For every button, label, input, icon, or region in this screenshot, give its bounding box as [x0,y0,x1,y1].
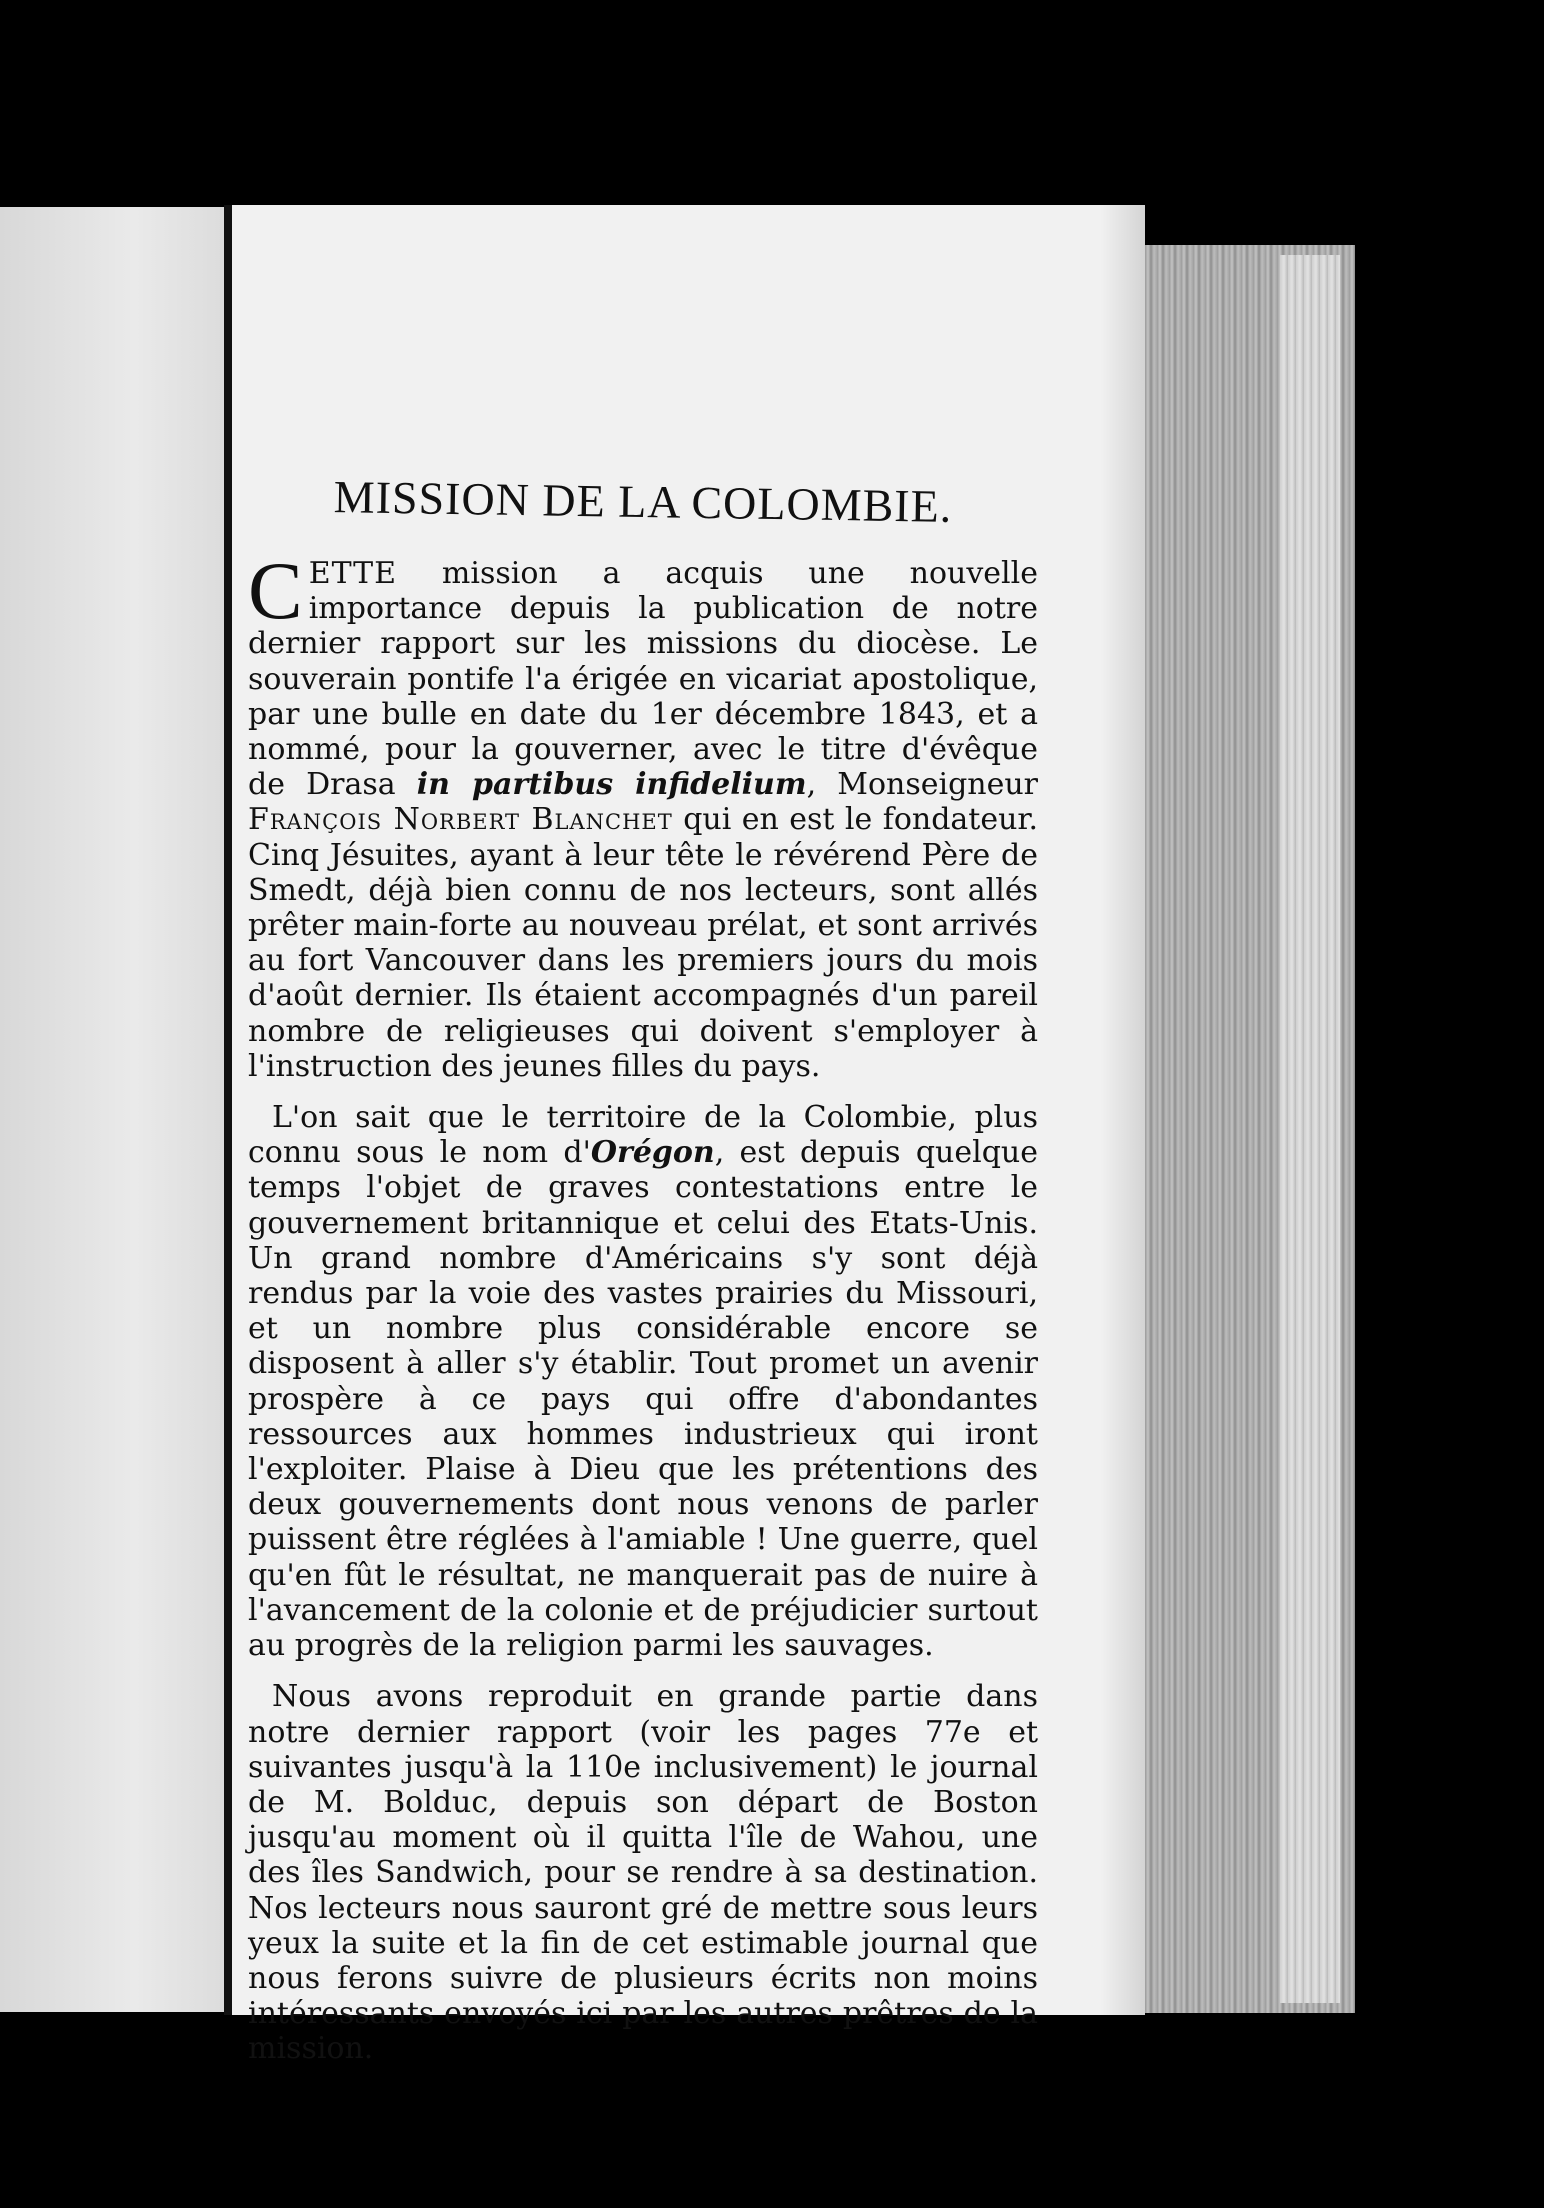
paragraph-1-text-c: qui en est le fondateur. Cinq Jésuites, ayant à leur tête le révérend Père de Smedt, déjà bien connu de nos lecteurs, sont allés prêter main-forte au nouveau prélat, et sont arrivés au fort Vancouver dans les premiers jours du mois d'août dernier. Ils étaient accompagnés d'un pareil nombre de religieuses qui doivent s'employer à l'instruction des jeunes filles du pays. [248,802,1039,1084]
paragraph-1 [248,545,1039,1084]
bishop-name: François Norbert Blanchet [248,802,673,838]
paragraph-1-text-a: mission a acquis une nouvelle importance depuis la publication de notre dernier rapport sur les missions du diocèse. Le souverain pontife l'a érigée en vicariat apostolique, par une bulle en date du 1er décembre 1843, et a nommé, pour la gouverner, avec le titre d'évêque de Drasa [248,556,1038,803]
page-content [248,471,1039,2083]
page-shadow [1100,205,1145,2015]
stacked-page-edges-inner [1280,255,1340,2003]
lead-word: ETTE [308,556,398,591]
paragraph-2-text-b: , est depuis quelque temps l'objet de graves contestations entre le gouvernement britannique et celui des Etats-Unis. Un grand nombre d'Américains s'y sont déjà rendus par la voie des vastes prairies du Missouri, et un nombre plus considérable encore se disposent à aller s'y établir. Tout promet un avenir prospère à ce pays qui offre d'abondantes ressources aux hommes industrieux qui iront l'exploiter. Plaise à Dieu que les prétentions des deux gouvernements dont nous venons de parler puissent être réglées à l'amiable ! Une guerre, quel qu'en fût le résultat, ne manquerait pas de nuire à l'avancement de la colonie et de préjudicier surtout au progrès de la religion parmi les sauvages. [248,1135,1038,1664]
page-title: MISSION DE LA COLOMBIE. [333,471,953,532]
paragraph-3-text: Nous avons reproduit en grande partie dans notre dernier rapport (voir les pages 77e et suivantes jusqu'à la 110e inclusivement) le journal de M. Bolduc, depuis son départ de Boston jusqu'au moment où il quitta l'île de Wahou, une des îles Sandwich, pour se rendre à sa destination. Nos lecteurs nous sauront gré de mettre sous leurs yeux la suite et la fin de cet estimable journal que nous ferons suivre de plusieurs écrits non moins intéressants envoyés ici par les autres prêtres de la mission. [248,1679,1038,2067]
drop-cap: C [248,545,303,636]
paragraph-3 [248,1679,1038,2066]
paragraph-2-text-a: L'on sait que le territoire de la Colombie, plus connu sous le nom d' [248,1100,1038,1171]
latin-phrase: in partibus infidelium [416,767,807,803]
oregon-word: Orégon [590,1135,715,1171]
paragraph-2 [248,1100,1038,1663]
book-gutter [224,205,232,2015]
paragraph-1-text-b: , Monseigneur [806,767,1039,803]
left-page-edge [0,207,224,2012]
